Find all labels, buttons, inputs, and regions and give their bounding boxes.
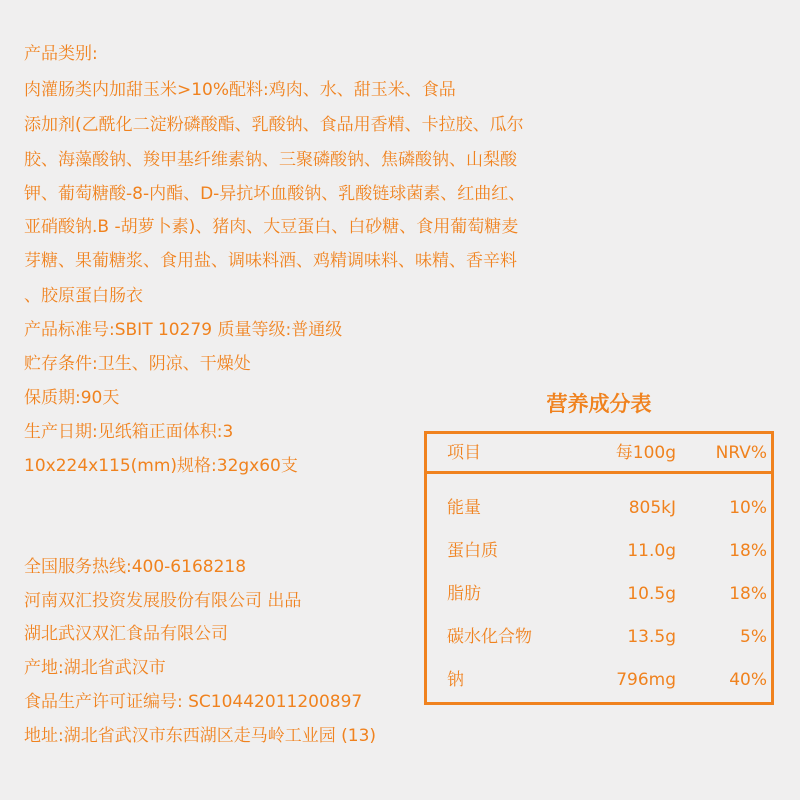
standard-grade-line: 产品标准号:SBIT 10279 质量等级:普通级	[24, 320, 343, 340]
origin-line: 产地:湖北省武汉市	[24, 658, 166, 678]
service-hotline: 全国服务热线:400-6168218	[24, 557, 247, 577]
product-category-label: 产品类别:	[24, 44, 98, 64]
production-date-line: 生产日期:见纸箱正面体积:3	[24, 422, 234, 442]
license-number-line: 食品生产许可证编号: SC10442011200897	[24, 692, 363, 712]
nutrient-nrv: 10%	[729, 498, 767, 518]
nutrition-table-title: 营养成分表	[546, 392, 652, 416]
nutrient-nrv: 5%	[740, 627, 767, 647]
nutrition-table	[424, 431, 774, 705]
ingredients-line: 胶、海藻酸钠、羧甲基纤维素钠、三聚磷酸钠、焦磷酸钠、山梨酸	[24, 150, 517, 170]
storage-line: 贮存条件:卫生、阴凉、干燥处	[24, 354, 251, 374]
size-spec-line: 10x224x115(mm)规格:32gx60支	[24, 456, 298, 476]
producer-line: 河南双汇投资发展股份有限公司 出品	[24, 591, 302, 611]
header-item: 项目	[447, 443, 481, 463]
ingredients-line: 芽糖、果葡糖浆、食用盐、调味料酒、鸡精调味料、味精、香辛料	[24, 251, 517, 271]
nutrient-nrv: 40%	[729, 670, 767, 690]
nutrient-value: 796mg	[616, 670, 676, 690]
ingredients-line: 钾、葡萄糖酸-8-内酯、D-异抗坏血酸钠、乳酸链球菌素、红曲红、	[24, 184, 526, 204]
nutrient-name: 蛋白质	[447, 541, 498, 561]
nutrient-value: 11.0g	[627, 541, 676, 561]
nutrient-nrv: 18%	[729, 541, 767, 561]
nutrient-name: 能量	[447, 498, 481, 518]
address-line: 地址:湖北省武汉市东西湖区走马岭工业园 (13)	[24, 726, 377, 746]
ingredients-line: 添加剂(乙酰化二淀粉磷酸酯、乳酸钠、食品用香精、卡拉胶、瓜尔	[24, 115, 524, 135]
nutrient-value: 13.5g	[627, 627, 676, 647]
nutrient-value: 805kJ	[628, 498, 676, 518]
nutrition-table-header	[427, 434, 771, 474]
shelf-life-line: 保质期:90天	[24, 388, 120, 408]
nutrient-nrv: 18%	[729, 584, 767, 604]
ingredients-line: 肉灌肠类内加甜玉米>10%配料:鸡肉、水、甜玉米、食品	[24, 80, 456, 100]
nutrient-name: 脂肪	[447, 584, 481, 604]
manufacturer-line: 湖北武汉双汇食品有限公司	[24, 624, 228, 644]
ingredients-line: 、胶原蛋白肠衣	[24, 286, 143, 306]
nutrient-name: 碳水化合物	[447, 627, 532, 647]
ingredients-line: 亚硝酸钠.B -胡萝卜素)、猪肉、大豆蛋白、白砂糖、食用葡萄糖麦	[24, 217, 519, 237]
header-nrv: NRV%	[715, 443, 767, 463]
header-per-100g: 每100g	[615, 443, 676, 463]
nutrient-value: 10.5g	[627, 584, 676, 604]
nutrient-name: 钠	[447, 670, 464, 690]
